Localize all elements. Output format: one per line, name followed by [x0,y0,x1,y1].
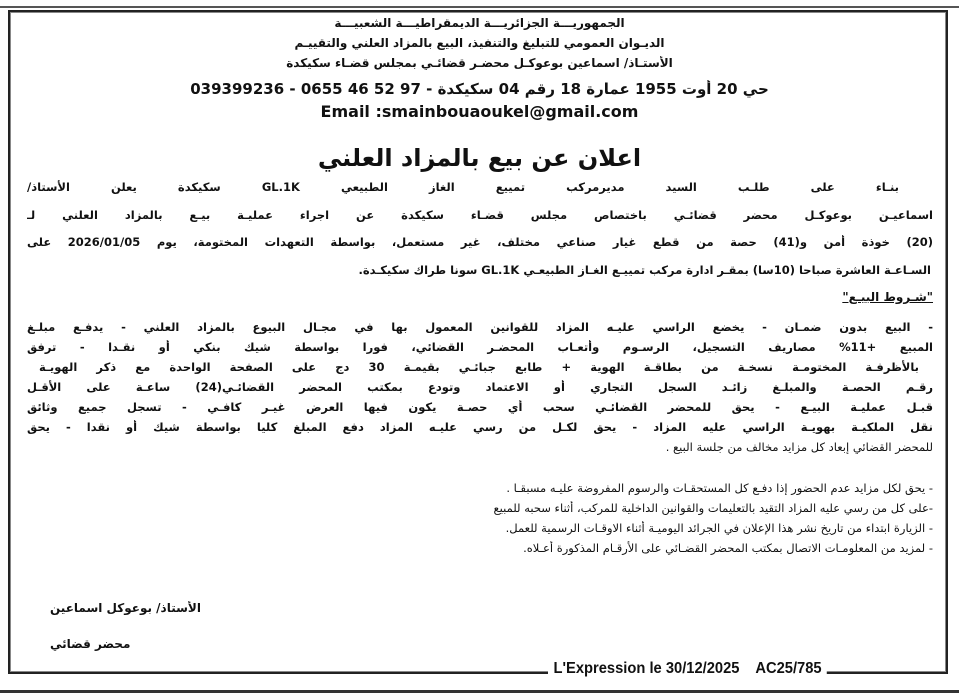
header-address: حي 20 أوت 1955 عمارة 18 رقم 04 سكيكدة - 97 52 46 0655 - 039399236 [190,80,769,98]
reference-number: AC25/785 [755,660,822,677]
bottom-rule [0,690,959,693]
signature-name: الأستاذ/ بوعوكل اسماعين [50,601,201,615]
extra-line: - الزيارة ابتداء من تاريخ نشر هذا الإعلان في الجرائد اليوميـة أثناء الاوقـات الرسمية للعمل. [505,521,933,535]
header-republic: الجمهوريـــة الجزائريـــة الديمقراطيـــة الشعبيـــة [334,16,625,30]
header-bailiff: الأستـاذ/ اسماعين بوعوكـل محضـر قضائـي بمجلس قضـاء سكيكدة [286,56,673,70]
header-office: الديـوان العمومي للتبليغ والتنفيذ، البيع بالمزاد العلني والتقييـم [294,36,665,50]
condition-line: - البيع بدون ضمـان - يخضع الراسي عليـه المزاد للقوانين المعمول بها في مجـال البيوع بالمزاد العلني - يدفـع مبلـغ [27,320,933,334]
signature-role: محضر قضائي [50,637,131,651]
condition-line: رقـم الحصـة والمبلـغ زائـد السجل التجاري أو الاعتماد وتودع بمكتب المحضر القضائـي(24) ساعـة على الأقـل [27,380,933,394]
extra-line: -على كل من رسي عليه المزاد التقيد بالتعليمات والقوانين الداخلية للمركب، أثناء سحبه للمبيع [493,501,933,515]
header-email: Email :smainbouaoukel@gmail.com [320,102,639,121]
publication-footer [548,660,827,678]
top-rule [0,6,959,8]
condition-line: المبيع +11% مصاريف التسجيل، الرسـوم وأتعـاب المحضـر القضائي، فورا بواسطة شيك بنكي أو نقـدا - ترفق [27,340,933,354]
conditions-heading: "شـروط البيـع" [842,290,933,304]
body-line: (20) خوذة أمن و(41) حصة من قطع غيار صناعي مختلف، غير مستعمل، بواسطة التعهدات المختومة، يوم 2026/01/05 على [27,235,933,249]
body-line: اسماعيـن بوعوكـل محضر قضائـي باختصاص مجلس قضـاء سكيكدة عن اجراء عمليـة بيـع بالمزاد العلني لـ [27,208,933,222]
condition-line: نقل الملكيـة بهويـة الراسي عليه المزاد - يحق لكـل من رسي عليـه المزاد دفع المبلغ كليا بواسطة شيك أو نقدا - يحق [27,420,933,434]
condition-line: للمحضر القضائي إبعاد كل مزايد مخالف من جلسة البيع . [665,440,933,454]
condition-line: بالأظرفـة المختومـة نسخـة من بطاقـة الهوية + طابع جبائـي بقيمـة 30 دج على الصفحة الواحدة مع ذكر الهويـة [39,360,919,374]
notice-title: اعلان عن بيع بالمزاد العلني [317,144,642,172]
extra-line: - لمزيد من المعلومـات الاتصال بمكتب المحضر القضـائي على الأرقـام المذكورة أعـلاه. [523,541,933,555]
condition-line: قبـل عمليـة البيـع - يحق للمحضر القضائـي سحب أي حصـة يكون فيها العرض غيـر كافـي - تسجل جميع وثائق [27,400,933,414]
body-line: بنـاء على طلـب السيد مديرمركب تمييع الغاز الطبيعي GL.1K سكيكدة يعلن الأستاذ/ [27,180,899,194]
publication-date: L'Expression le 30/12/2025 [553,660,740,677]
body-line: السـاعـة العاشرة صباحا (10سا) بمقـر ادارة مركب تمييـع الغـاز الطبيعـي GL.1K سونا طراك سكيكـدة. [358,263,931,277]
extra-line: - يحق لكل مزايد عدم الحضور إذا دفـع كل المستحقـات والرسوم المفروضة عليـه مسبقـا . [506,481,933,495]
